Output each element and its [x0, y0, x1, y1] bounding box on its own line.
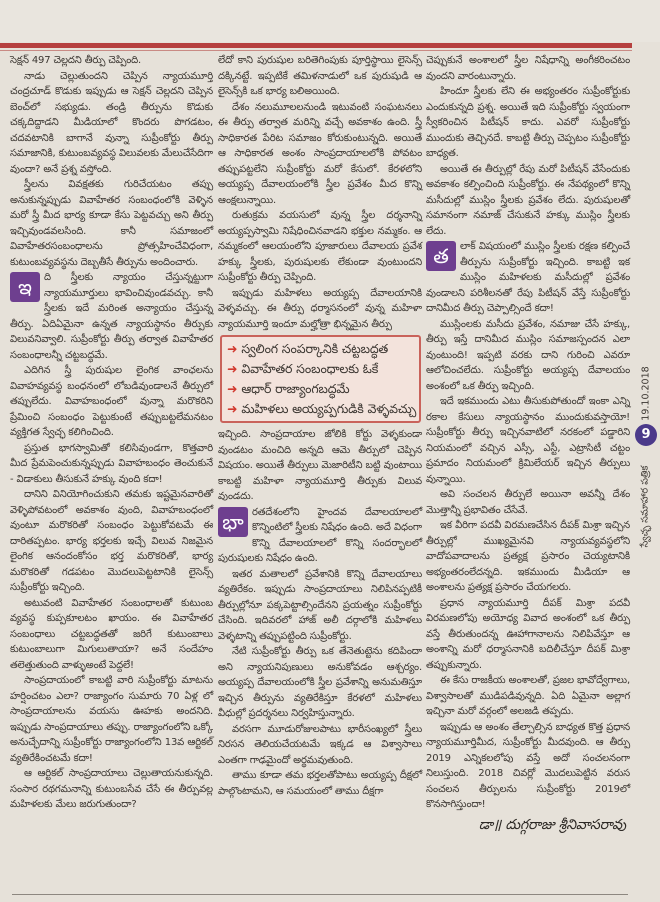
paragraph-with-dropcap [10, 270, 213, 363]
article-column-2 [218, 53, 422, 799]
highlight-text: మహిళలు అయ్యప్పగుడికి వెళ్ళవచ్చు [241, 401, 417, 416]
article-column-3 [426, 53, 630, 835]
paragraph: చెప్పుకునే అంశాలలో స్త్రీల నిషేధాన్ని అంగీకరించటం వుందని వారంటున్నారు. [426, 55, 630, 82]
highlight-text: స్వలింగ సంపర్కానికి చట్టబద్ధత [241, 341, 389, 356]
paragraph: ఇక వీరిగా పదవీ విరమణచేసిన దీపక్ మిశ్రా ఇచ్చిన తీర్పుల్లో ముఖ్యమైనవి న్యాయవ్యవస్థలోని వాదోపవాదాలను ప్రత్యక్ష ప్రసారం చెయ్యటానికి అభ్యంతరంలేదన్నది. ఇకముందు మీడియా ఆ అంశాలను ప్రత్యక్ష ప్రసారం చేయగలరు. [426, 520, 630, 593]
highlight-item [227, 359, 414, 379]
highlight-item [227, 339, 414, 359]
article-column-1 [10, 53, 213, 813]
author-signature: డా॥ దుగ్గరాజు శ్రీనివాసరావు [478, 816, 626, 833]
paragraph: రుతుక్రమ వయసులో వున్న స్త్రీల దర్శనాన్ని అయ్యప్పస్వామి నిషేధించినవాడని భక్తుల నమ్మకం. ఆ నమ్మకంలో ఆలయంలోని పూజారులు దేవాలయ ప్రవేశ హక్కు స్త్రీలకు, పురుషులకు లేకుండా వుంటుందని సుప్రీంకోర్టు తీర్పు చెప్పింది. [218, 210, 422, 283]
paragraph: లేదో కాని పురుషుల బరితెగింపుకు పూర్తిస్థాయి లైసెన్స్ దక్కినట్టే. ఇప్పటికే తమిళనాడులో ఒక పురుషుడి ఆ లైసెన్స్‌కి ఒక భార్య బలిఅయింది. [218, 55, 422, 97]
paragraph: ప్రధాన న్యాయమూర్తి దీపక్ మిశ్రా పదవీ విరమణలోపు అయోధ్య వివాద అంశంలో ఒక తీర్పు వస్తే తీరుతుందన్న ఊహాగానాలను నిలిపివేస్తూ ఆ అంశాన్ని మరో ధర్మాసనానికి బదిలీచేస్తూ దీపక్ మిశ్రా తప్పుకున్నారు. [426, 597, 630, 671]
arrow-right-icon: ➜ [227, 341, 238, 356]
paragraph: సెక్షన్ 497 చెల్లదని తీర్పు చెప్పింది. [10, 55, 142, 66]
paragraph-text: ది స్త్రీలకు న్యాయం చేస్తున్నట్టుగా న్యాయమూర్తులు భావించివుండవచ్చు. కానీ స్త్రీలకు ఇదే మరింత అన్యాయం చేస్తున్న తీర్పు. ఏదిఏమైనా ఉన్నత న్యాయస్థానం తీర్పుకు విలువనివ్వాలి. సుప్రీంకోర్టు తీర్పు తర్వాత వివాహేతర సంబంధాలన్నీ చట్టబద్ధమే. [10, 272, 213, 361]
page-side-strip [632, 0, 660, 902]
paragraph: తాము కూడా తమ భర్తలతోపాటు అయ్యప్ప దీక్షలో పాల్గొంటామని, ఆ సమయంలో తాము దీక్షగా [218, 770, 422, 797]
header-thin-rule [0, 50, 632, 51]
highlight-text: ఆధార్ రాజ్యాంగబద్ధమే [241, 381, 350, 396]
paragraph: ప్రస్తుత భాగస్వామితో కలిసివుండగా, కొత్తవారి మీద ప్రేమపెంచుకున్నప్పుడు వివాహబంధం తెంచుకునే - విడాకులు తీసుకునే హక్కు వుంది కదా! [10, 442, 213, 485]
highlight-item [227, 379, 414, 399]
highlights-box [220, 335, 421, 423]
footer-rule [12, 894, 628, 895]
paragraph: ముస్లింలకు మసీదు ప్రవేశం, నమాజు చేసే హక్కు, తీర్పు ఇస్తే దానిమీద ముస్లిం సమాజస్పందన ఎలా వుంటుంది! ఇప్పటి వరకు దాని గురించి ఎవరూ ఆలోచించలేదు. సుప్రీంకోర్టు అయ్యప్ప దేవాలయం అంశంలో ఒక తీర్పు ఇచ్చింది. [426, 318, 630, 392]
paragraph: ఇతర మతాలలో ప్రవేశానికి కొన్ని దేవాలయాలు వ్యతిరేకం. ఇప్పుడు సాంప్రదాయాలు నిలిపినప్పటికీ తీర్పుల్లోనూ పక్కపెట్టాల్సిందేనని ప్రయత్నం సుప్రీంకోర్టు చేసింది. ఇదివరలో హాజ్ అలీ దర్గాలోకి మహిళలు వెళ్ళటాన్ని తప్పుపట్టింది సుప్రీంకోర్టు. [218, 568, 422, 642]
highlight-text: వివాహేతర సంబంధాలకు ఓకే [241, 361, 379, 376]
paragraph-with-dropcap [426, 239, 630, 317]
paragraph: ఆ ఆర్టికల్ సాంప్రదాయాలు చెల్లుతాయనుకున్నది. సంసార రథగమనాన్ని కుటుంబసేవ చేసే ఈ తీర్పువల్ల మహిళలకు మేలు జరుగుతుందా? [10, 768, 213, 810]
header-red-rule [0, 43, 632, 48]
paragraph: ఈ కేసు రాజకీయ అంశాలతో, ప్రజల భావోద్వేగాలు, విశ్వాసాలతో ముడిపడివున్నది. ఏది ఏమైనా అల్లాగ ఇచ్చినా మరో వర్గంలో అలజడి తప్పదు. [426, 675, 630, 717]
paragraph-text: లాక్ విషయంలో ముస్లిం స్త్రీలకు రక్షణ కల్పించే తీర్పును సుప్రీంకోర్టు ఇచ్చింది. కాబట్టి ఇక ముస్లిం మహిళలకు మసీదుల్లో ప్రవేశం వుండాలని పరిశీలనతో రేపు పిటీషన్ వేస్తే సుప్రీంకోర్టు దానిమీద తీర్పు చెప్పాల్సిందే కదా! [426, 241, 630, 314]
publication-name: స్వేచ్ఛ సమాహార పత్రిక [639, 465, 651, 548]
paragraph-text: రతదేశంలోని హైందవ దేవాలయాలలో కొన్నింటిలో స్త్రీలకు నిషేధం ఉంది. అదే విధంగా కొన్ని దేవాలయాలలో కొన్ని సందర్భాలలో పురుషులకు నిషేధం ఉంది. [218, 506, 422, 564]
paragraph: ఇదే ఇకముందు ఎటు తీసుకుపోతుందో ఇంకా ఎన్ని రకాల కేసులు న్యాయస్థానం ముందుకువస్తాయో! సుప్రీంకోర్టు తీర్పు ఇచ్చినవాటిలో నరకంలో పడ్డారిని నియమంలో వచ్చిన ఎస్సీ, ఎస్టీ, ఎట్రాసిటీ చట్టం ప్రమాదం నియమంలో క్రిమిలేయర్ ఇచ్చిన తీర్పులు వున్నాయి. [426, 396, 630, 485]
paragraph: అవి సంచలన తీర్పులే అయినా అవన్నీ దేశం మొత్తాన్నీ ప్రభావితం చేసేవే. [426, 489, 630, 516]
paragraph: వరసగా మూడురోజులపాటు భారీసంఖ్యలో స్త్రీలు నిరసన తెలియచేయటమే ఇక్కడ ఆ విశ్వాసాలు ఎంతగా గాఢమైందో అర్థమవుతుంది. [218, 723, 422, 766]
paragraph: స్త్రీలను వివక్షతకు గురిచేయటం తప్పు అనుకున్నప్పుడు వివాహేతర సంబంధంలోకి వెళ్ళిన మరో స్త్రీ మీద భార్య కూడా కేసు పెట్టవచ్చు అని తీర్పు ఇచ్చివుండవలసింది. కానీ సమాజంలో వివాహేతరసంబంధాలను ప్రోత్సహించేవిధంగా, కుటుంబవ్యవస్థను దెబ్బతీసే తీర్పును అందించారు. [10, 179, 213, 268]
page-number-badge: 9 [635, 424, 657, 446]
arrow-right-icon: ➜ [227, 361, 238, 376]
arrow-right-icon: ➜ [227, 401, 238, 416]
dropcap: భా [218, 507, 248, 537]
issue-date: 19.10.2018 [640, 366, 652, 421]
paragraph: ఎదిగిన స్త్రీ పురుషుల లైంగిక వాంఛలను వివాహవ్యవస్థ బంధనంలో లోబడివుండాలనే తీర్పులో తప్పులేదు. వివాహబంధంలో వున్నా మరొకరిని ప్రేమించి సంబంధం పెట్టుకుంటే తప్పుబట్టలేమనటం వ్యక్తిగత స్వేచ్ఛ కలిగించింది. [10, 365, 213, 438]
paragraph: దానిని వినియోగించుకుని తమకు ఇష్టమైనవారితో వెళ్ళిపోవటంలో అవకాశం వుంది, వివాహబంధంలో వుంటూ మరొకరితో సంబంధం పెట్టుకోవటమే ఈ దారితప్పటం. భార్య భర్తలకు ఇచ్చే విలువ నిజమైన లైంగిక ఆనందంకోసం భర్త మరొకరితో, భార్య మరొకరితో గడపటం మొదలుపెట్టటానికి లైసెన్స్ సుప్రీంకోర్టు ఇచ్చింది. [10, 489, 213, 593]
page-top-margin [0, 0, 660, 42]
paragraph: అటువంటి వివాహేతర సంబంధాలతో కుటుంబ వ్యవస్థ కుప్పకూలటం ఖాయం. ఈ వివాహేతర సంబంధాలు చట్టబద్ధతతో జరిగే కుటుంబాలు కుటుంబాలుగా మిగులుతాయా? అనే సందేహం తలెత్తుతుంది వాళ్ళుఅంటే పెద్దలే! [10, 597, 213, 671]
dropcap: త [426, 241, 456, 271]
paragraph: నేటి సుప్రీంకోర్టు తీర్పు ఒక తేనెతుట్టెను కదిపిందా అని న్యాయనిపుణులు అనుకోవడం ఆశ్చర్యం. అయ్యప్ప దేవాలయంలోకి స్త్రీల ప్రవేశాన్ని అనుమతిస్తూ ఇచ్చిన తీర్పును వ్యతిరేకిస్తూ కేరళలో మహిళలు వీధుల్లో ప్రదర్శనలు నిర్వహిస్తున్నారు. [218, 646, 422, 719]
paragraph-with-dropcap [218, 505, 422, 567]
paragraph: సాంప్రదాయంలో కాబట్టి వారి సుప్రీంకోర్టు మాటను హర్షించటం ఎలా? రాజ్యాంగం సుమారు 70 ఏళ్ల లో సాంప్రదాయాలను వయసు ఊహకు అందనిది. ఇప్పుడు సాంప్రదాయాలు తప్పు. రాజ్యాంగంలోని ఒక్కో అనుచ్ఛేదాన్ని సుప్రీంకోర్టు రాజ్యాంగంలోని 13వ ఆర్టికల్ వ్యతిరేకించటమే కదా! [10, 675, 213, 764]
paragraph: అయితే ఈ తీర్పుల్లో రేపు మరో పిటీషన్ వేసేందుకు అవకాశం కల్పించింది సుప్రీంకోర్టు. ఈ నేపథ్యంలో కొన్ని మసీదుల్లో ముస్లిం స్త్రీలకు ప్రవేశం లేదు. పురుషులతో సమానంగా నమాజ్ చేసుకునే హక్కు ముస్లిం స్త్రీలకు లేదు. [426, 163, 630, 237]
highlight-item [227, 399, 417, 419]
arrow-right-icon: ➜ [227, 381, 238, 396]
paragraph: నాడు చెల్లుతుందని చెప్పిన న్యాయమూర్తి చంద్రచూడ్ కొడుకు ఇప్పుడు ఆ సెక్షన్ చెల్లదని చెప్పిన బెంచ్‌లో సభ్యుడు. తండ్రి తీర్పును కొడుకు చక్కదిద్దాడని మీడియాలో కొందరు పొగడటం, చదవటానికి బాగానే వున్నా సుప్రీంకోర్టు తీర్పు సమాజానికి, కుటుంబవ్యవస్థ విలువలకు మేలుచేసేదిగా వుందా? అనే ప్రశ్న వస్తోంది. [10, 70, 213, 175]
dropcap: ఇ [10, 272, 40, 302]
paragraph: హిందూ స్త్రీలకు లేని ఈ అభ్యంతరం సుప్రీంకోర్టుకు ఎందుకున్నది ప్రశ్న. అయితే ఇది సుప్రీంకోర్టు స్వయంగా స్వీకరించిన పిటీషన్ కాదు. ఎవరో సుప్రీంకోర్టు ముందుకు తెచ్చినదే. కాబట్టి తీర్పు చెప్పటం సుప్రీంకోర్టు బాధ్యత. [426, 86, 630, 159]
paragraph: ఇప్పుడు మహిళలు అయ్యప్ప దేవాలయానికి వెళ్ళవచ్చు. ఈ తీర్పు ధర్మాసనంలో వున్న మహిళా న్యాయమూర్తి ఇందూ మల్హోత్రా భిన్నమైన తీర్పు [218, 287, 422, 330]
paragraph: దేశం నలుమూలలనుండి ఇటువంటి సంఘటనలు ఈ తీర్పు తర్వాత మరిన్ని వచ్చే అవకాశం ఉంది. స్త్రీ సాధికారత పేరిట సమాజం కోరుకుంటున్నది. అయితే ఆ సాధికారత అంశం సాంప్రదాయాలలోకి పోవటం తప్పుపట్టలేని సుప్రీంకోర్టు మరో కేసులో. కేరళలోని అయ్యప్ప దేవాలయంలోకి స్త్రీల ప్రవేశం మీద కొన్ని ఆంక్షలున్నాయి. [218, 101, 422, 206]
paragraph: ఇచ్చింది. సాంప్రదాయాల జోలికి కోర్టు వెళ్ళకుండా వుండటం మంచిది అన్నది ఆమె తీర్పులో చెప్పిన విషయం. అయితే తీర్పులు మెజారిటీని బట్టి వుంటాయి కాబట్టి మహిళా న్యాయమూర్తి తీర్పుకు విలువ వుండదు. [218, 429, 422, 502]
paragraph: ఇప్పుడు ఆ అంశం తేల్చాల్సిన బాధ్యత కొత్త ప్రధాన న్యాయమూర్తిమీద, సుప్రీంకోర్టు మీదవుంది. ఆ తీర్పు 2019 ఎన్నికలలోపు వస్తే అదో సంచలనంగా నిలుస్తుంది. 2018 చివర్లో మొదలుపెట్టిన వరుస సంచలన తీర్పులను సుప్రీంకోర్టు 2019లో కొనసాగిస్తుందా! [426, 721, 630, 810]
